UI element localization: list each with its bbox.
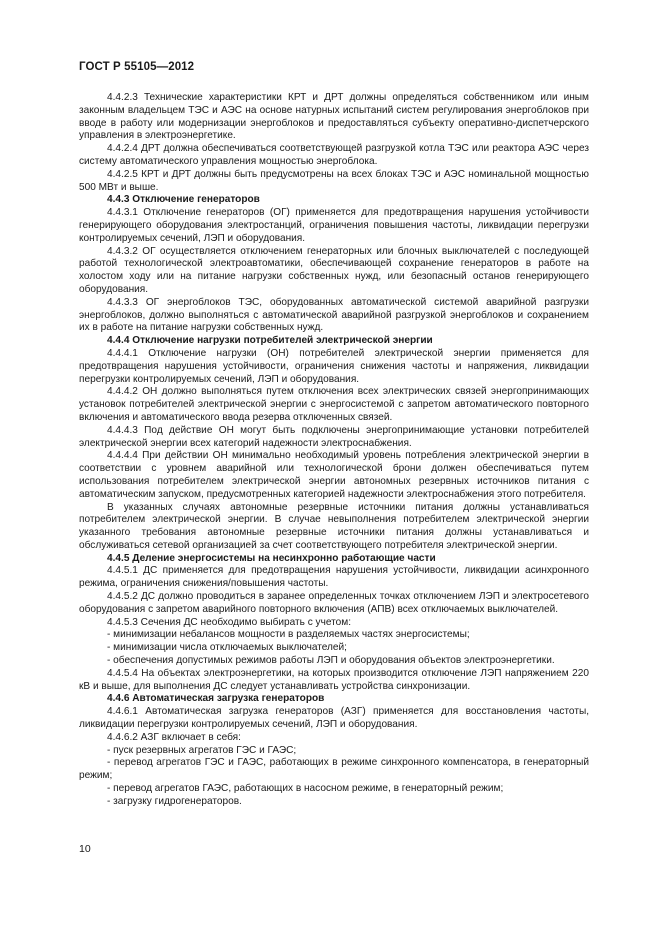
paragraph: 4.4.4.1 Отключение нагрузки (ОН) потребителей электрической энергии применяется для предотвращения нарушения устойчивости, ограничения снижения частоты и напряжения, ликвидации перегрузки контролируемых сечений, ЛЭП и оборудования. [79, 347, 589, 385]
paragraph: 4.4.4.3 Под действие ОН могут быть подключены энергопринимающие установки потребителей электрической энергии всех категорий надежности электроснабжения. [79, 424, 589, 449]
page-body [79, 92, 589, 809]
list-item: - минимизации числа отключаемых выключателей; [107, 642, 347, 654]
paragraph: 4.4.3.3 ОГ энергоблоков ТЭС, оборудованных автоматической системой аварийной разгрузки энергоблоков, должно выполняться с автоматической аварийной разгрузкой энергоблоков и сохранением их в работе на питание нагрузки собственных нужд. [79, 296, 589, 334]
paragraph: 4.4.4.2 ОН должно выполняться путем отключения всех электрических связей энергопринимающих установок потребителей электрической энергии с энергосистемой с запретом автоматического повторного включения и автоматического ввода резерва отключенных связей. [79, 386, 589, 423]
list-item: - минимизации небалансов мощности в разделяемых частях энергосистемы; [107, 629, 470, 641]
list-item: - обеспечения допустимых режимов работы ЛЭП и оборудования объектов электроэнергетики. [107, 655, 555, 667]
section-heading: 4.4.6 Автоматическая загрузка генераторов [107, 693, 325, 705]
paragraph: 4.4.6.2 АЗГ включает в себя: [107, 731, 241, 743]
section-heading: 4.4.5 Деление энергосистемы на несинхронно работающие части [107, 552, 436, 564]
paragraph: 4.4.4.4 При действии ОН минимально необходимый уровень потребления электрической энергии в соответствии с уровнем аварийной или технологической брони должен обеспечиваться путем использования потребителем электрической энергии автономных резервных источников питания с автоматическим запуском, предусмотренных категорией надежности электроснабжения этого потребителя. [79, 450, 589, 500]
paragraph: 4.4.2.3 Технические характеристики КРТ и ДРТ должны определяться собственником или иным законным владельцем ТЭС и АЭС на основе натурных испытаний систем регулирования энергоблоков при вводе в работу или модернизации энергоблоков и предоставляться субъекту оперативно-диспетчерского управления в электроэнергетике. [79, 92, 589, 142]
paragraph: 4.4.3.1 Отключение генераторов (ОГ) применяется для предотвращения нарушения устойчивости генерирующего оборудования электростанций, ограничения повышения частоты, ликвидации перегрузки контролируемых сечений, ЛЭП и оборудования. [79, 207, 589, 244]
list-item: - перевод агрегатов ГАЭС, работающих в насосном режиме, в генераторный режим; [107, 783, 504, 795]
section-heading: 4.4.3 Отключение генераторов [107, 194, 260, 206]
paragraph: 4.4.3.2 ОГ осуществляется отключением генераторных или блочных выключателей с последующей работой технологической электроавтоматики, обеспечивающей сохранение генераторов в работе на холостом ходу или на питание нагрузки собственных нужд, или безопасный останов генерирующего оборудования. [79, 245, 589, 295]
paragraph: 4.4.6.1 Автоматическая загрузка генераторов (АЗГ) применяется для восстановления частоты, ликвидации перегрузки контролируемых сечений, ЛЭП и оборудования. [79, 706, 589, 731]
page-header: ГОСТ Р 55105—2012 [79, 61, 195, 73]
list-item: - перевод агрегатов ГЭС и ГАЭС, работающих в режиме синхронного компенсатора, в генераторный режим; [79, 757, 589, 782]
paragraph: 4.4.5.2 ДС должно проводиться в заранее определенных точках отключением ЛЭП и электросетевого оборудования с запретом аварийного повторного включения (АПВ) всех отключаемых выключателей. [79, 591, 589, 615]
paragraph: 4.4.2.5 КРТ и ДРТ должны быть предусмотрены на всех блоках ТЭС и АЭС номинальной мощностью 500 МВт и выше. [79, 168, 589, 193]
list-item: - загрузку гидрогенераторов. [107, 795, 242, 807]
paragraph: 4.4.2.4 ДРТ должна обеспечиваться соответствующей разгрузкой котла ТЭС или реактора АЭС через систему автоматического управления мощностью энергоблока. [79, 143, 589, 167]
paragraph: В указанных случаях автономные резервные источники питания должны устанавливаться потребителем электрической энергии. В случае невыполнения потребителем электрической энергии указанного требования автономные резервные источники питания должны устанавливаться и обслуживаться сетевой организацией за счет соответствующего потребителя электрической энергии. [79, 501, 589, 551]
paragraph: 4.4.5.3 Сечения ДС необходимо выбирать с учетом: [107, 616, 352, 628]
paragraph: 4.4.5.4 На объектах электроэнергетики, на которых производится отключение ЛЭП напряжением 220 кВ и выше, для выполнения ДС следует устанавливать устройства синхронизации. [79, 667, 589, 692]
section-heading: 4.4.4 Отключение нагрузки потребителей электрической энергии [107, 335, 433, 347]
list-item: - пуск резервных агрегатов ГЭС и ГАЭС; [107, 744, 297, 756]
paragraph: 4.4.5.1 ДС применяется для предотвращения нарушения устойчивости, ликвидации асинхронного режима, ограничения снижения/повышения частоты. [79, 565, 589, 590]
page-number: 10 [79, 843, 91, 855]
